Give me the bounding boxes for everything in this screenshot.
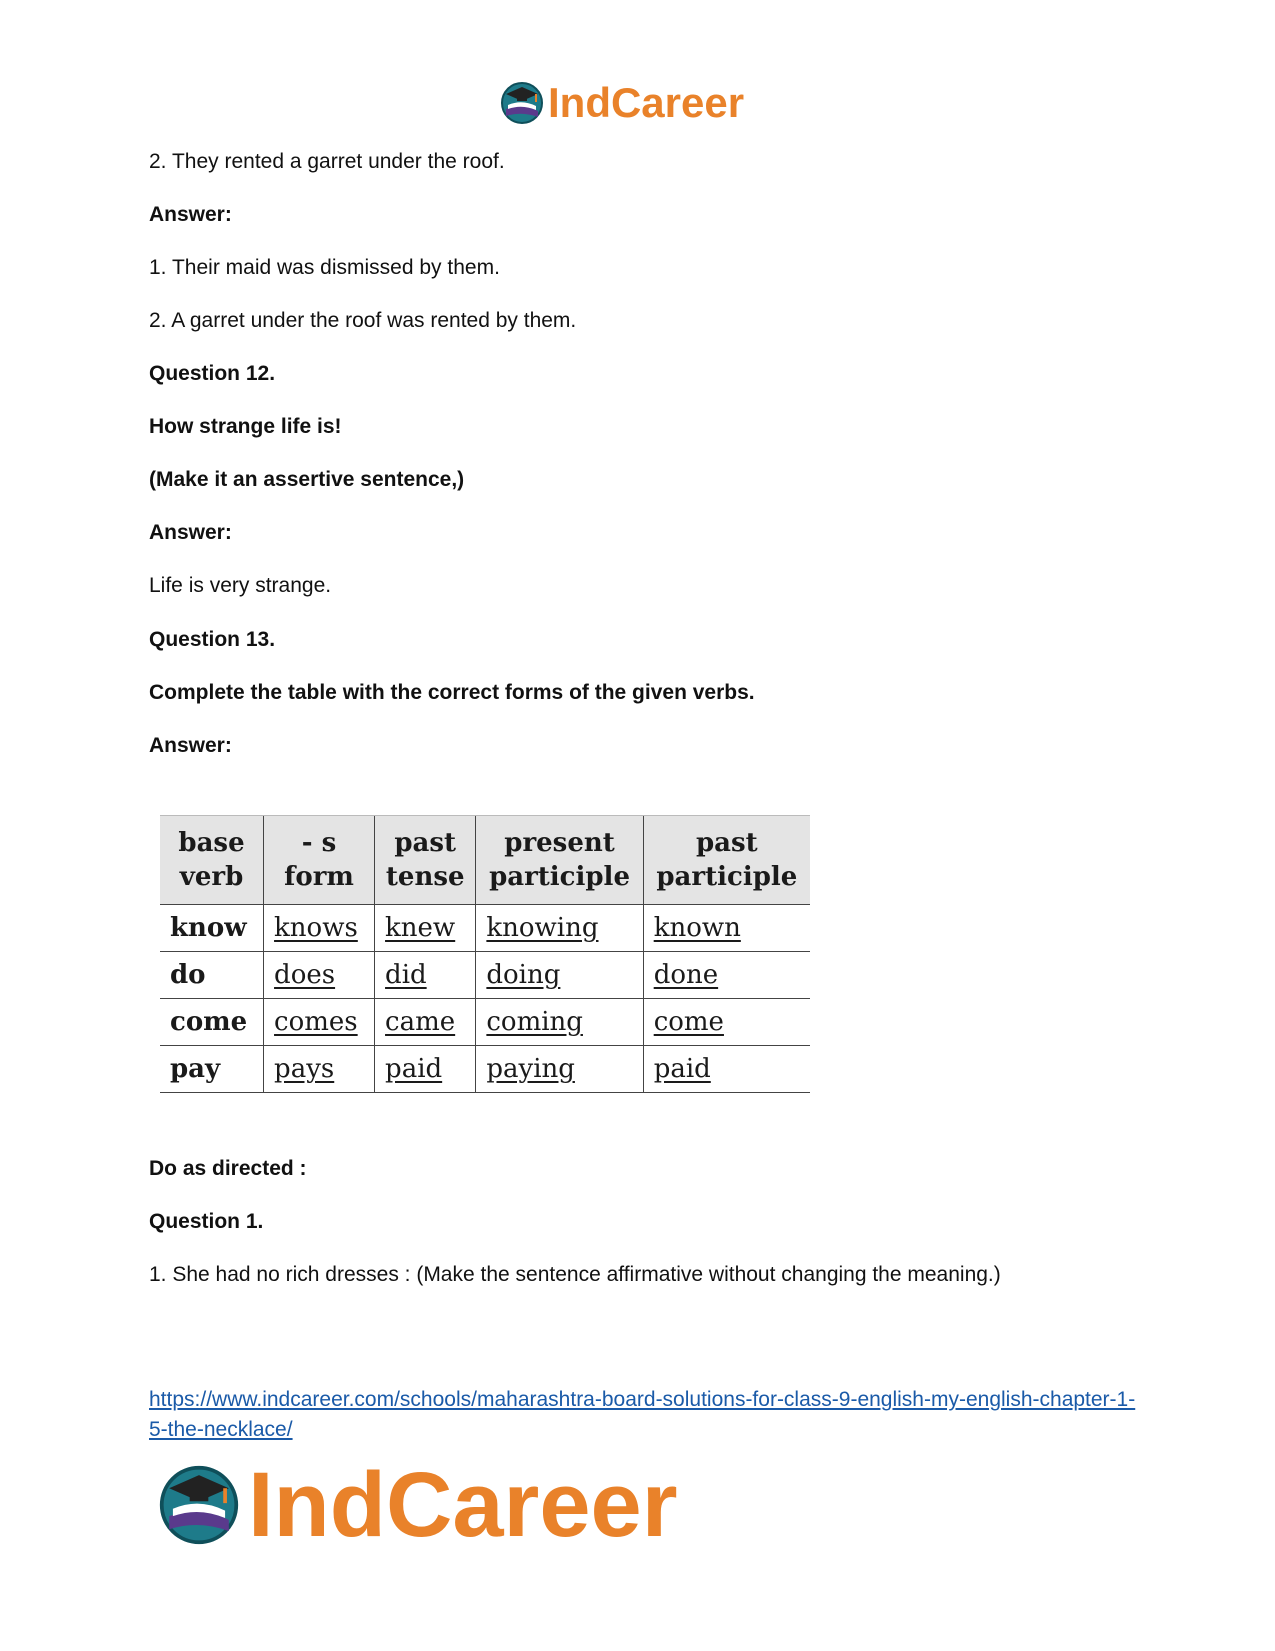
answer-cell: paid [375,1046,476,1093]
question-12-answer: Life is very strange. [149,574,332,597]
question-12-title: Question 12. [149,362,276,385]
indcareer-logo-icon [158,1464,240,1546]
base-verb-cell: do [160,952,264,999]
answer-cell: done [643,952,810,999]
answer-cell: knows [264,905,375,952]
brand-name: IndCareer [248,1454,678,1556]
base-verb-cell: know [160,905,264,952]
previous-question-line: 2. They rented a garret under the roof. [149,150,505,173]
footer-logo [158,1454,678,1556]
answer-cell: known [643,905,810,952]
brand-name: IndCareer [548,79,745,126]
verb-forms-table-container [160,815,810,1093]
answer-cell: doing [476,952,643,999]
header-past-tense: past tense [375,816,476,905]
answer-cell: does [264,952,375,999]
answer-cell: came [375,999,476,1046]
table-row [160,999,810,1046]
indcareer-logo-icon [500,81,544,125]
answer-cell: paying [476,1046,643,1093]
source-url-link[interactable]: https://www.indcareer.com/schools/maharashtra-board-solutions-for-class-9-english-my-english-chapter-1-5-the-necklace/ [149,1388,1136,1441]
table-row [160,1046,810,1093]
answer-cell: coming [476,999,643,1046]
question-1-text: 1. She had no rich dresses : (Make the sentence affirmative without changing the meaning.) [149,1263,1001,1286]
verb-forms-table [160,815,810,1093]
question-12-instruction: (Make it an assertive sentence,) [149,468,465,491]
header-past-participle: past participle [643,816,810,905]
do-as-directed-heading: Do as directed : [149,1157,307,1180]
answer-cell: pays [264,1046,375,1093]
answer-line-1: 1. Their maid was dismissed by them. [149,256,500,279]
header-s-form: - s form [264,816,375,905]
header-base-verb: base verb [160,816,264,905]
answer-cell: come [643,999,810,1046]
base-verb-cell: come [160,999,264,1046]
table-row [160,905,810,952]
answer-cell: did [375,952,476,999]
answer-line-2: 2. A garret under the roof was rented by them. [149,309,577,332]
table-row [160,952,810,999]
table-header-row [160,816,810,905]
answer-label: Answer: [149,203,232,226]
header-logo [500,78,744,128]
header-present-participle: present participle [476,816,643,905]
question-1-title: Question 1. [149,1210,264,1233]
answer-cell: paid [643,1046,810,1093]
base-verb-cell: pay [160,1046,264,1093]
answer-cell: knew [375,905,476,952]
question-12-text: How strange life is! [149,415,342,438]
answer-label: Answer: [149,734,232,757]
answer-label: Answer: [149,521,232,544]
answer-cell: comes [264,999,375,1046]
answer-cell: knowing [476,905,643,952]
question-13-title: Question 13. [149,628,276,651]
question-13-text: Complete the table with the correct forms of the given verbs. [149,681,755,704]
